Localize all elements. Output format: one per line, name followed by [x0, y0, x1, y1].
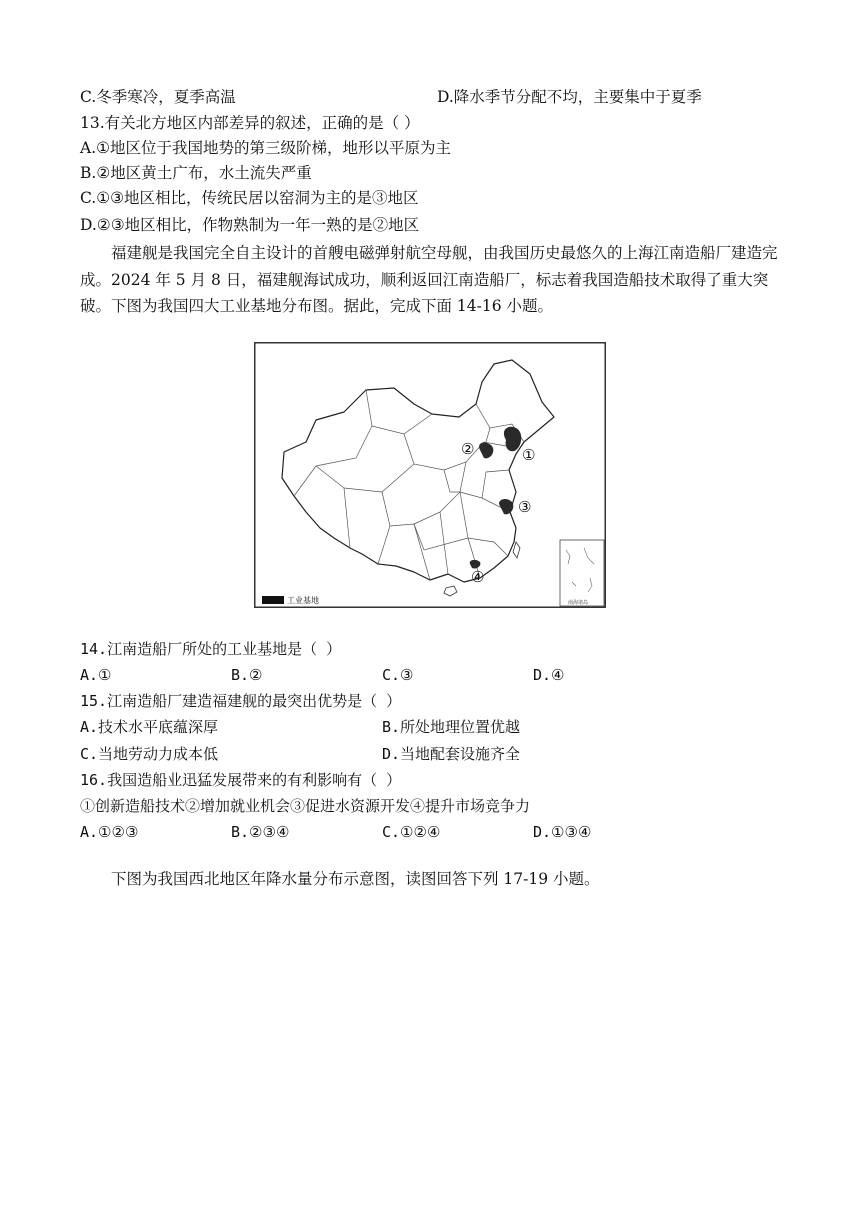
q12-option-c: C.冬季寒冷，夏季高温 — [80, 88, 236, 106]
q14-option-a: A.① — [80, 666, 112, 684]
q13-option-c: C.①③地区相比，传统民居以窑洞为主的是③地区 — [80, 189, 419, 207]
q14-option-b: B.② — [231, 666, 263, 684]
q14-option-d: D.④ — [533, 666, 565, 684]
q14-stem: 14.江南造船厂所处的工业基地是（ ） — [80, 640, 342, 658]
q13-option-d: D.②③地区相比，作物熟制为一年一熟的是②地区 — [80, 216, 420, 234]
q13-stem: 13.有关北方地区内部差异的叙述，正确的是（ ） — [80, 114, 420, 132]
q15-option-d: D.当地配套设施齐全 — [382, 745, 521, 763]
q13-option-b: B.②地区黄土广布，水土流失严重 — [80, 164, 312, 182]
marker-2: ② — [461, 440, 475, 458]
q15-stem: 15.江南造船厂建造福建舰的最突出优势是（ ） — [80, 692, 402, 710]
q15-option-c: C.当地劳动力成本低 — [80, 745, 219, 763]
marker-4: ④ — [471, 568, 485, 586]
q16-option-d: D.①③④ — [533, 823, 592, 841]
q14-option-c: C.③ — [382, 666, 414, 684]
inset-label: 南海诸岛 — [568, 600, 589, 606]
legend-swatch — [262, 596, 284, 604]
marker-1: ① — [522, 446, 536, 464]
china-map-figure — [254, 342, 606, 608]
q13-option-a: A.①地区位于我国地势的第三级阶梯，地形以平原为主 — [80, 139, 452, 157]
south-china-sea-inset — [560, 540, 604, 606]
passage-northwest-precip: 下图为我国西北地区年降水量分布示意图，读图回答下列 17-19 小题。 — [111, 870, 600, 888]
map-legend — [262, 595, 319, 605]
q12-option-d: D.降水季节分配不均，主要集中于夏季 — [437, 88, 702, 106]
q16-option-c: C.①②④ — [382, 823, 441, 841]
marker-3: ③ — [518, 498, 532, 516]
q16-statements: ①创新造船技术②增加就业机会③促进水资源开发④提升市场竞争力 — [80, 797, 531, 815]
legend-label: 工业基地 — [287, 596, 319, 605]
q16-stem: 16.我国造船业迅猛发展带来的有利影响有（ ） — [80, 771, 402, 789]
q15-option-b: B.所处地理位置优越 — [382, 718, 521, 736]
q15-option-a: A.技术水平底蕴深厚 — [80, 718, 219, 736]
q16-option-b: B.②③④ — [231, 823, 290, 841]
passage-fujian-carrier: 福建舰是我国完全自主设计的首艘电磁弹射航空母舰，由我国历史最悠久的上海江南造船厂建造完成。2024 年 5 月 8 日，福建舰海试成功，顺利返回江南造船厂，标志着我国造船技术取得了重大突破。下图为我国四大工业基地分布图。据此，完成下面 14-16 小题。 — [80, 244, 778, 315]
q16-option-a: A.①②③ — [80, 823, 139, 841]
industrial-base-map — [254, 342, 606, 608]
